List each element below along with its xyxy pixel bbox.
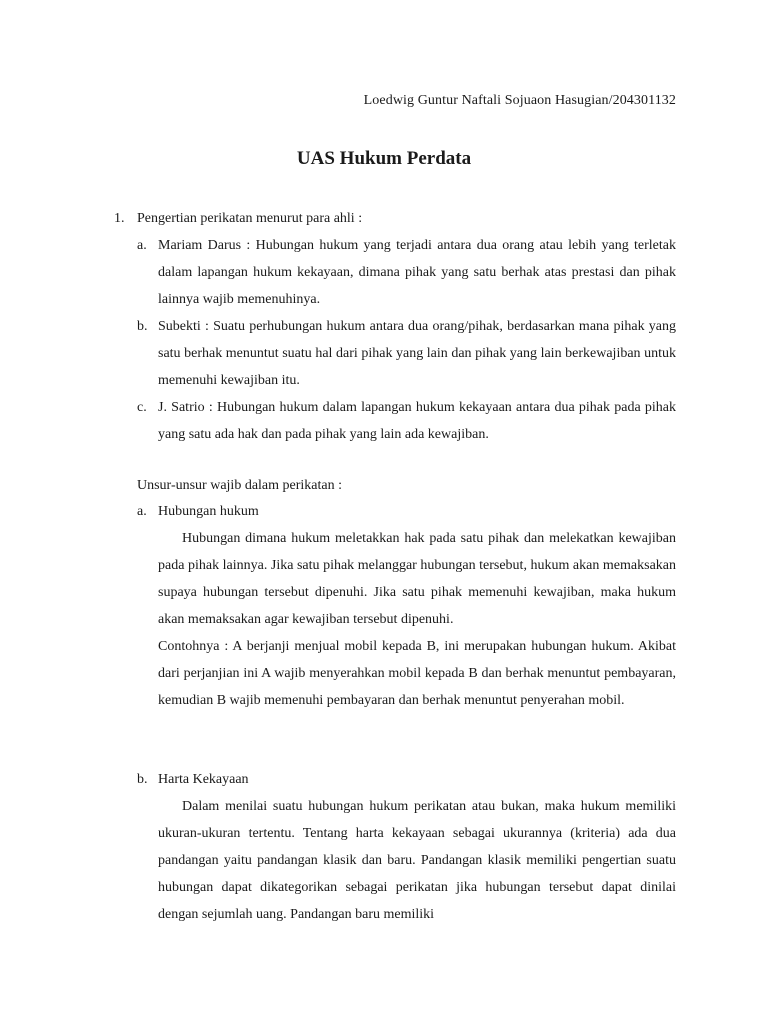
item-c-marker: c. [137, 400, 147, 415]
item-a-text: Mariam Darus : Hubungan hukum yang terjadi antara dua orang atau lebih yang terletak dalam lapangan hukum kekayaan, dimana pihak yang satu berhak atas prestasi dan pihak lainnya wajib memenuhinya. [158, 238, 676, 307]
unsur-a-example: Contohnya : A berjanji menjual mobil kepada B, ini merupakan hubungan hukum. Akibat dari perjanjian ini A wajib menyerahkan mobil kepada B dan berhak menuntut pembayaran, kemudian B wajib memenuhi pembayaran dan berhak menuntut penyerahan mobil. [158, 639, 676, 708]
unsur-a-marker: a. [137, 504, 147, 519]
unsur-a-body: Hubungan dimana hukum meletakkan hak pada satu pihak dan melekatkan kewajiban pada pihak lainnya. Jika satu pihak melanggar hubungan tersebut, hukum akan memaksakan supaya hubungan tersebut dipenuhi. Jika satu pihak memenuhi kewajiban, maka hukum akan memaksakan agar kewajiban tersebut dipenuhi. [158, 531, 676, 627]
unsur-b-body: Dalam menilai suatu hubungan hukum perikatan atau bukan, maka hukum memiliki ukuran-ukuran tertentu. Tentang harta kekayaan sebagai ukurannya (kriteria) ada dua pandangan yaitu pandangan klasik dan baru. Pandangan klasik memiliki pengertian suatu hubungan dapat dikategorikan sebagai perikatan jika hubungan tersebut dapat dinilai dengan sejumlah uang. Pandangan baru memiliki [158, 799, 676, 922]
item-c-text: J. Satrio : Hubungan hukum dalam lapangan hukum kekayaan antara dua pihak pada pihak yang satu ada hak dan pada pihak yang lain ada kewajiban. [158, 400, 676, 442]
unsur-b-title: Harta Kekayaan [158, 772, 249, 787]
section-1-heading: Pengertian perikatan menurut para ahli : [137, 211, 363, 226]
item-b-text: Subekti : Suatu perhubungan hukum antara dua orang/pihak, berdasarkan mana pihak yang satu berhak menuntut suatu hal dari pihak yang lain dan pihak yang lain berkewajiban untuk memenuhi kewajiban itu. [158, 319, 676, 388]
item-a-marker: a. [137, 238, 147, 253]
unsur-a-title: Hubungan hukum [158, 504, 259, 519]
author-line: Loedwig Guntur Naftali Sojuaon Hasugian/204301132 [363, 93, 676, 108]
section-2-heading: Unsur-unsur wajib dalam perikatan : [137, 478, 342, 493]
section-1-number: 1. [114, 211, 125, 226]
unsur-b-marker: b. [137, 772, 148, 787]
item-b-marker: b. [137, 319, 148, 334]
document-title: UAS Hukum Perdata [296, 148, 472, 169]
